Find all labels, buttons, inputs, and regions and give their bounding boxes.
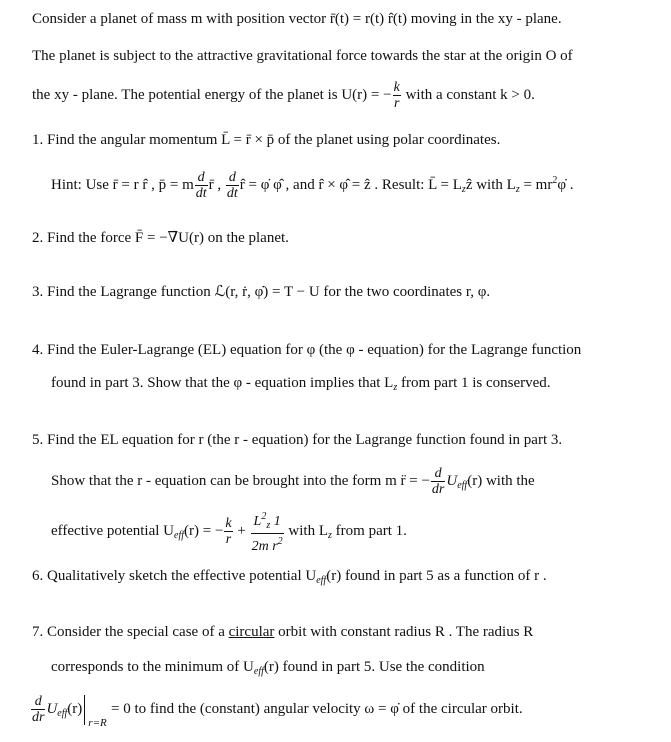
question-7-line-2 bbox=[51, 657, 485, 682]
den-text: 2m r bbox=[251, 539, 278, 554]
potential-fraction bbox=[393, 80, 401, 111]
question-1-hint bbox=[51, 170, 574, 201]
intro-text-3b: with a constant k > 0. bbox=[401, 86, 535, 103]
evaluation-bar bbox=[84, 695, 107, 729]
question-2 bbox=[32, 228, 289, 248]
question-7-text-1a: 7. Consider the special case of a bbox=[32, 624, 229, 640]
q5-subscript-z: z bbox=[328, 529, 332, 541]
question-4-text-2b: from part 1 is conserved. bbox=[397, 375, 551, 391]
question-2-text: 2. Find the force F̄ = −∇̄U(r) on the planet. bbox=[32, 230, 289, 246]
hint-part-a: Hint: Use r̄ = r r̂ , p̄ = m bbox=[51, 176, 194, 193]
fraction-numerator: k bbox=[393, 80, 400, 95]
intro-line-1 bbox=[32, 9, 562, 29]
question-7-text-2a: corresponds to the minimum of U bbox=[51, 659, 254, 675]
q5-k-over-r bbox=[224, 516, 232, 547]
intro-text-2: The planet is subject to the attractive gravitational force towards the star at the origin O of bbox=[32, 48, 573, 64]
question-5-text-2a: Show that the r - equation can be brought into the form m r̈ = − bbox=[51, 472, 430, 489]
question-3-text: 3. Find the Lagrange function ℒ(r, ṙ, φ̇) = T − U for the two coordinates r, φ. bbox=[32, 284, 491, 300]
L-subscript: z bbox=[266, 520, 271, 531]
question-5-line-2 bbox=[51, 466, 535, 497]
fraction-numerator: d bbox=[431, 466, 445, 482]
q7-derivative bbox=[31, 694, 45, 725]
question-7-text-1b: orbit with constant radius R . The radius R bbox=[274, 624, 534, 640]
q5-derivative bbox=[431, 466, 445, 497]
q5-centrifugal-term bbox=[251, 509, 284, 554]
fraction-denominator: r bbox=[225, 532, 232, 547]
question-5-text-2b: (r) with the bbox=[467, 472, 535, 489]
q5-U: U bbox=[446, 472, 458, 489]
fraction-denominator: dt bbox=[226, 186, 238, 201]
question-5-line-1 bbox=[32, 430, 562, 450]
hint-subscript-z-2: z bbox=[515, 183, 520, 195]
question-5-text-3a: effective potential U bbox=[51, 522, 175, 539]
L-symbol: L bbox=[253, 514, 262, 529]
intro-line-3 bbox=[32, 80, 535, 111]
question-7-text-3: = 0 to find the (constant) angular velocity ω = φ̇ of the circular orbit. bbox=[107, 700, 523, 717]
hint-derivative-2 bbox=[226, 170, 239, 201]
fraction-numerator: d bbox=[31, 694, 45, 710]
q7-subscript-eff-2: eff bbox=[57, 707, 68, 719]
question-5-line-3 bbox=[51, 509, 407, 554]
fraction-denominator bbox=[251, 534, 284, 554]
hint-part-b: r̄ , bbox=[208, 176, 222, 193]
question-4-line-2 bbox=[51, 373, 551, 398]
q5-subscript-eff: eff bbox=[457, 479, 468, 491]
intro-text-3a: the xy - plane. The potential energy of the planet is U(r) = − bbox=[32, 86, 392, 103]
question-5-text-3c: with L bbox=[284, 522, 329, 539]
q7-eval-subscript: r=R bbox=[88, 716, 107, 729]
question-1-text: 1. Find the angular momentum L̄ = r̄ × p̄ of the planet using polar coordinates. bbox=[32, 132, 501, 148]
fraction-denominator: dr bbox=[32, 710, 45, 725]
question-6-text-a: 6. Qualitatively sketch the effective potential U bbox=[32, 568, 317, 584]
question-6-text-b: (r) found in part 5 as a function of r . bbox=[326, 568, 547, 584]
q7-U: U bbox=[46, 700, 58, 717]
L-superscript: 2 bbox=[261, 511, 267, 522]
hint-subscript-z: z bbox=[461, 183, 466, 195]
question-4-line-1 bbox=[32, 340, 581, 360]
den-superscript: 2 bbox=[277, 536, 283, 547]
fraction-denominator: dt bbox=[195, 186, 207, 201]
question-5-text-3d: from part 1. bbox=[331, 522, 407, 539]
fraction-numerator bbox=[251, 509, 284, 534]
hint-superscript-2: 2 bbox=[552, 174, 558, 186]
question-5-text-1: 5. Find the EL equation for r (the r - equation) for the Lagrange function found in part 3. bbox=[32, 432, 563, 448]
question-7-line-1 bbox=[32, 622, 533, 642]
question-3 bbox=[32, 282, 490, 302]
question-7-underlined-circular: circular bbox=[228, 624, 275, 640]
question-7-text-2b: (r) found in part 5. Use the condition bbox=[263, 659, 485, 675]
question-6 bbox=[32, 566, 547, 591]
hint-part-d: ẑ with L bbox=[465, 176, 516, 193]
q7-subscript-eff: eff bbox=[253, 666, 264, 677]
fraction-numerator: k bbox=[225, 516, 232, 531]
question-7-line-3 bbox=[30, 694, 523, 729]
fraction-denominator: r bbox=[393, 96, 400, 111]
question-4-text-2a: found in part 3. Show that the φ - equation implies that L bbox=[51, 375, 394, 391]
hint-part-e: = mr bbox=[519, 176, 553, 193]
fraction-numerator: d bbox=[226, 170, 239, 186]
question-5-text-3b: (r) = − bbox=[184, 522, 224, 539]
q5-plus: + bbox=[233, 522, 250, 539]
hint-part-c: r̂ = φ̇ φ̂ , and r̂ × φ̂ = ẑ . Result: L̄ = L bbox=[239, 176, 462, 193]
q6-subscript-eff: eff bbox=[316, 575, 327, 586]
q7-paren: (r) bbox=[67, 700, 83, 717]
q5-subscript-eff-2: eff bbox=[174, 529, 185, 541]
fraction-denominator: dr bbox=[431, 482, 445, 497]
intro-text-1: Consider a planet of mass m with position vector r̄(t) = r(t) r̂(t) moving in the xy - plane. bbox=[32, 11, 562, 27]
question-1 bbox=[32, 130, 500, 150]
q4-subscript-z: z bbox=[393, 382, 398, 393]
one: 1 bbox=[270, 514, 281, 529]
fraction-numerator: d bbox=[195, 170, 208, 186]
hint-derivative-1 bbox=[195, 170, 208, 201]
intro-line-2 bbox=[32, 46, 573, 66]
hint-part-f: φ̇ . bbox=[557, 176, 574, 193]
question-4-text-1: 4. Find the Euler-Lagrange (EL) equation for φ (the φ - equation) for the Lagrange function bbox=[32, 342, 582, 358]
